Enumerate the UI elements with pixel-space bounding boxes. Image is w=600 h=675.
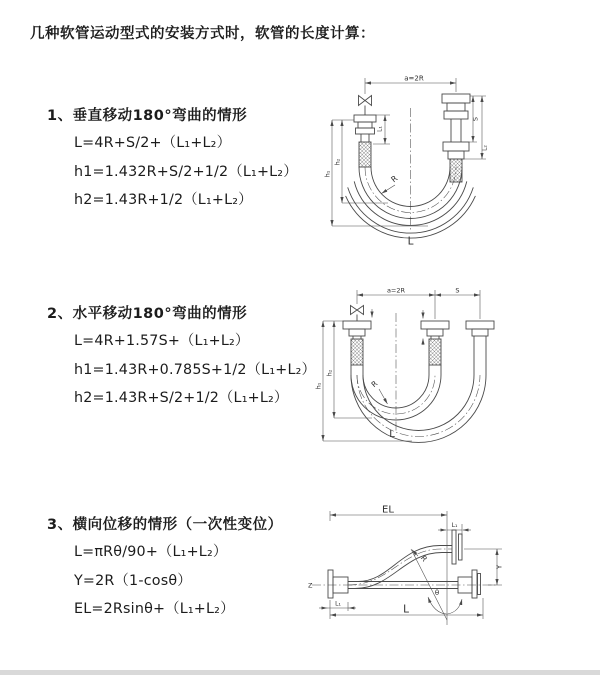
section-2-heading: 2、水平移动180°弯曲的情形 (47, 306, 248, 322)
section-1-heading: 1、垂直移动180°弯曲的情形 (47, 108, 248, 124)
hose-drawing (328, 530, 481, 598)
formula-h1: h1=1.432R+S/2+1/2（L₁+L₂） (74, 163, 298, 180)
length-label: L (403, 603, 409, 616)
dim-label-s: S (471, 116, 480, 122)
section-2 (47, 302, 316, 413)
section-1 (47, 104, 298, 215)
formula-el: EL=2Rsinθ+（L₁+L₂） (74, 601, 235, 617)
page-bottom-edge (0, 670, 600, 675)
braided-hose-section (351, 339, 363, 365)
diagram-lateral-displacement (300, 503, 600, 628)
dim-label-el: EL (382, 504, 394, 516)
dim-label-l1-bottom: L₁ (335, 600, 341, 608)
left-flange (328, 570, 333, 598)
upper-flange (452, 530, 456, 564)
dim-label-h1: h₁ (314, 382, 323, 390)
dimension-lines (323, 290, 480, 441)
formula-length: L=4R+1.57S+（L₁+L₂） (74, 333, 250, 349)
dimension-lines (319, 511, 502, 625)
formula-h1: h1=1.43R+0.785S+1/2（L₁+L₂） (74, 361, 317, 378)
page-title: 几种软管运动型式的安装方式时，软管的长度计算： (30, 26, 375, 42)
formula-h2: h2=1.43R+S/2+1/2（L₁+L₂） (74, 390, 289, 406)
dim-label-l1: L₁ (376, 126, 384, 132)
diagram-horizontal-180-bend (312, 283, 597, 453)
dim-label-h1: h₁ (323, 170, 332, 178)
section-3-heading: 3、横向位移的情形（一次性变位） (47, 517, 283, 533)
length-label: L (389, 429, 395, 440)
dim-label-a2r: a=2R (404, 74, 424, 83)
hose-drawing (343, 306, 494, 443)
formula-y: Y=2R（1-cosθ） (74, 572, 192, 589)
centerlines (312, 549, 496, 585)
ref-label-z: Z (308, 581, 313, 590)
dim-label-a2r: a=2R (386, 286, 406, 295)
braided-hose-section (450, 159, 462, 182)
dim-label-l2: L₂ (481, 145, 489, 151)
centerlines (357, 313, 480, 436)
section-3 (47, 513, 283, 624)
radius-label: R (369, 378, 380, 390)
right-flange (472, 570, 477, 598)
theta-label: θ (434, 589, 440, 597)
dim-label-h2: h₂ (325, 369, 334, 377)
formula-length: L=πRθ/90+（L₁+L₂） (74, 544, 228, 560)
dim-label-h2: h₂ (333, 158, 342, 166)
diagram-vertical-180-bend (310, 70, 595, 260)
length-label: L (407, 235, 414, 248)
valve-icon (359, 96, 372, 106)
dim-label-s: S (455, 286, 460, 295)
dim-label-y: Y (495, 564, 504, 570)
dim-label-l1-top: L₁ (451, 522, 458, 529)
formula-h2: h2=1.43R+1/2（L₁+L₂） (74, 192, 253, 208)
radius-label: R (418, 553, 430, 564)
valve-icon (351, 306, 364, 315)
braided-hose-section (429, 339, 441, 365)
braided-hose-section (359, 142, 371, 167)
radius-label: R (389, 173, 400, 185)
formula-length: L=4R+S/2+（L₁+L₂） (74, 135, 232, 151)
